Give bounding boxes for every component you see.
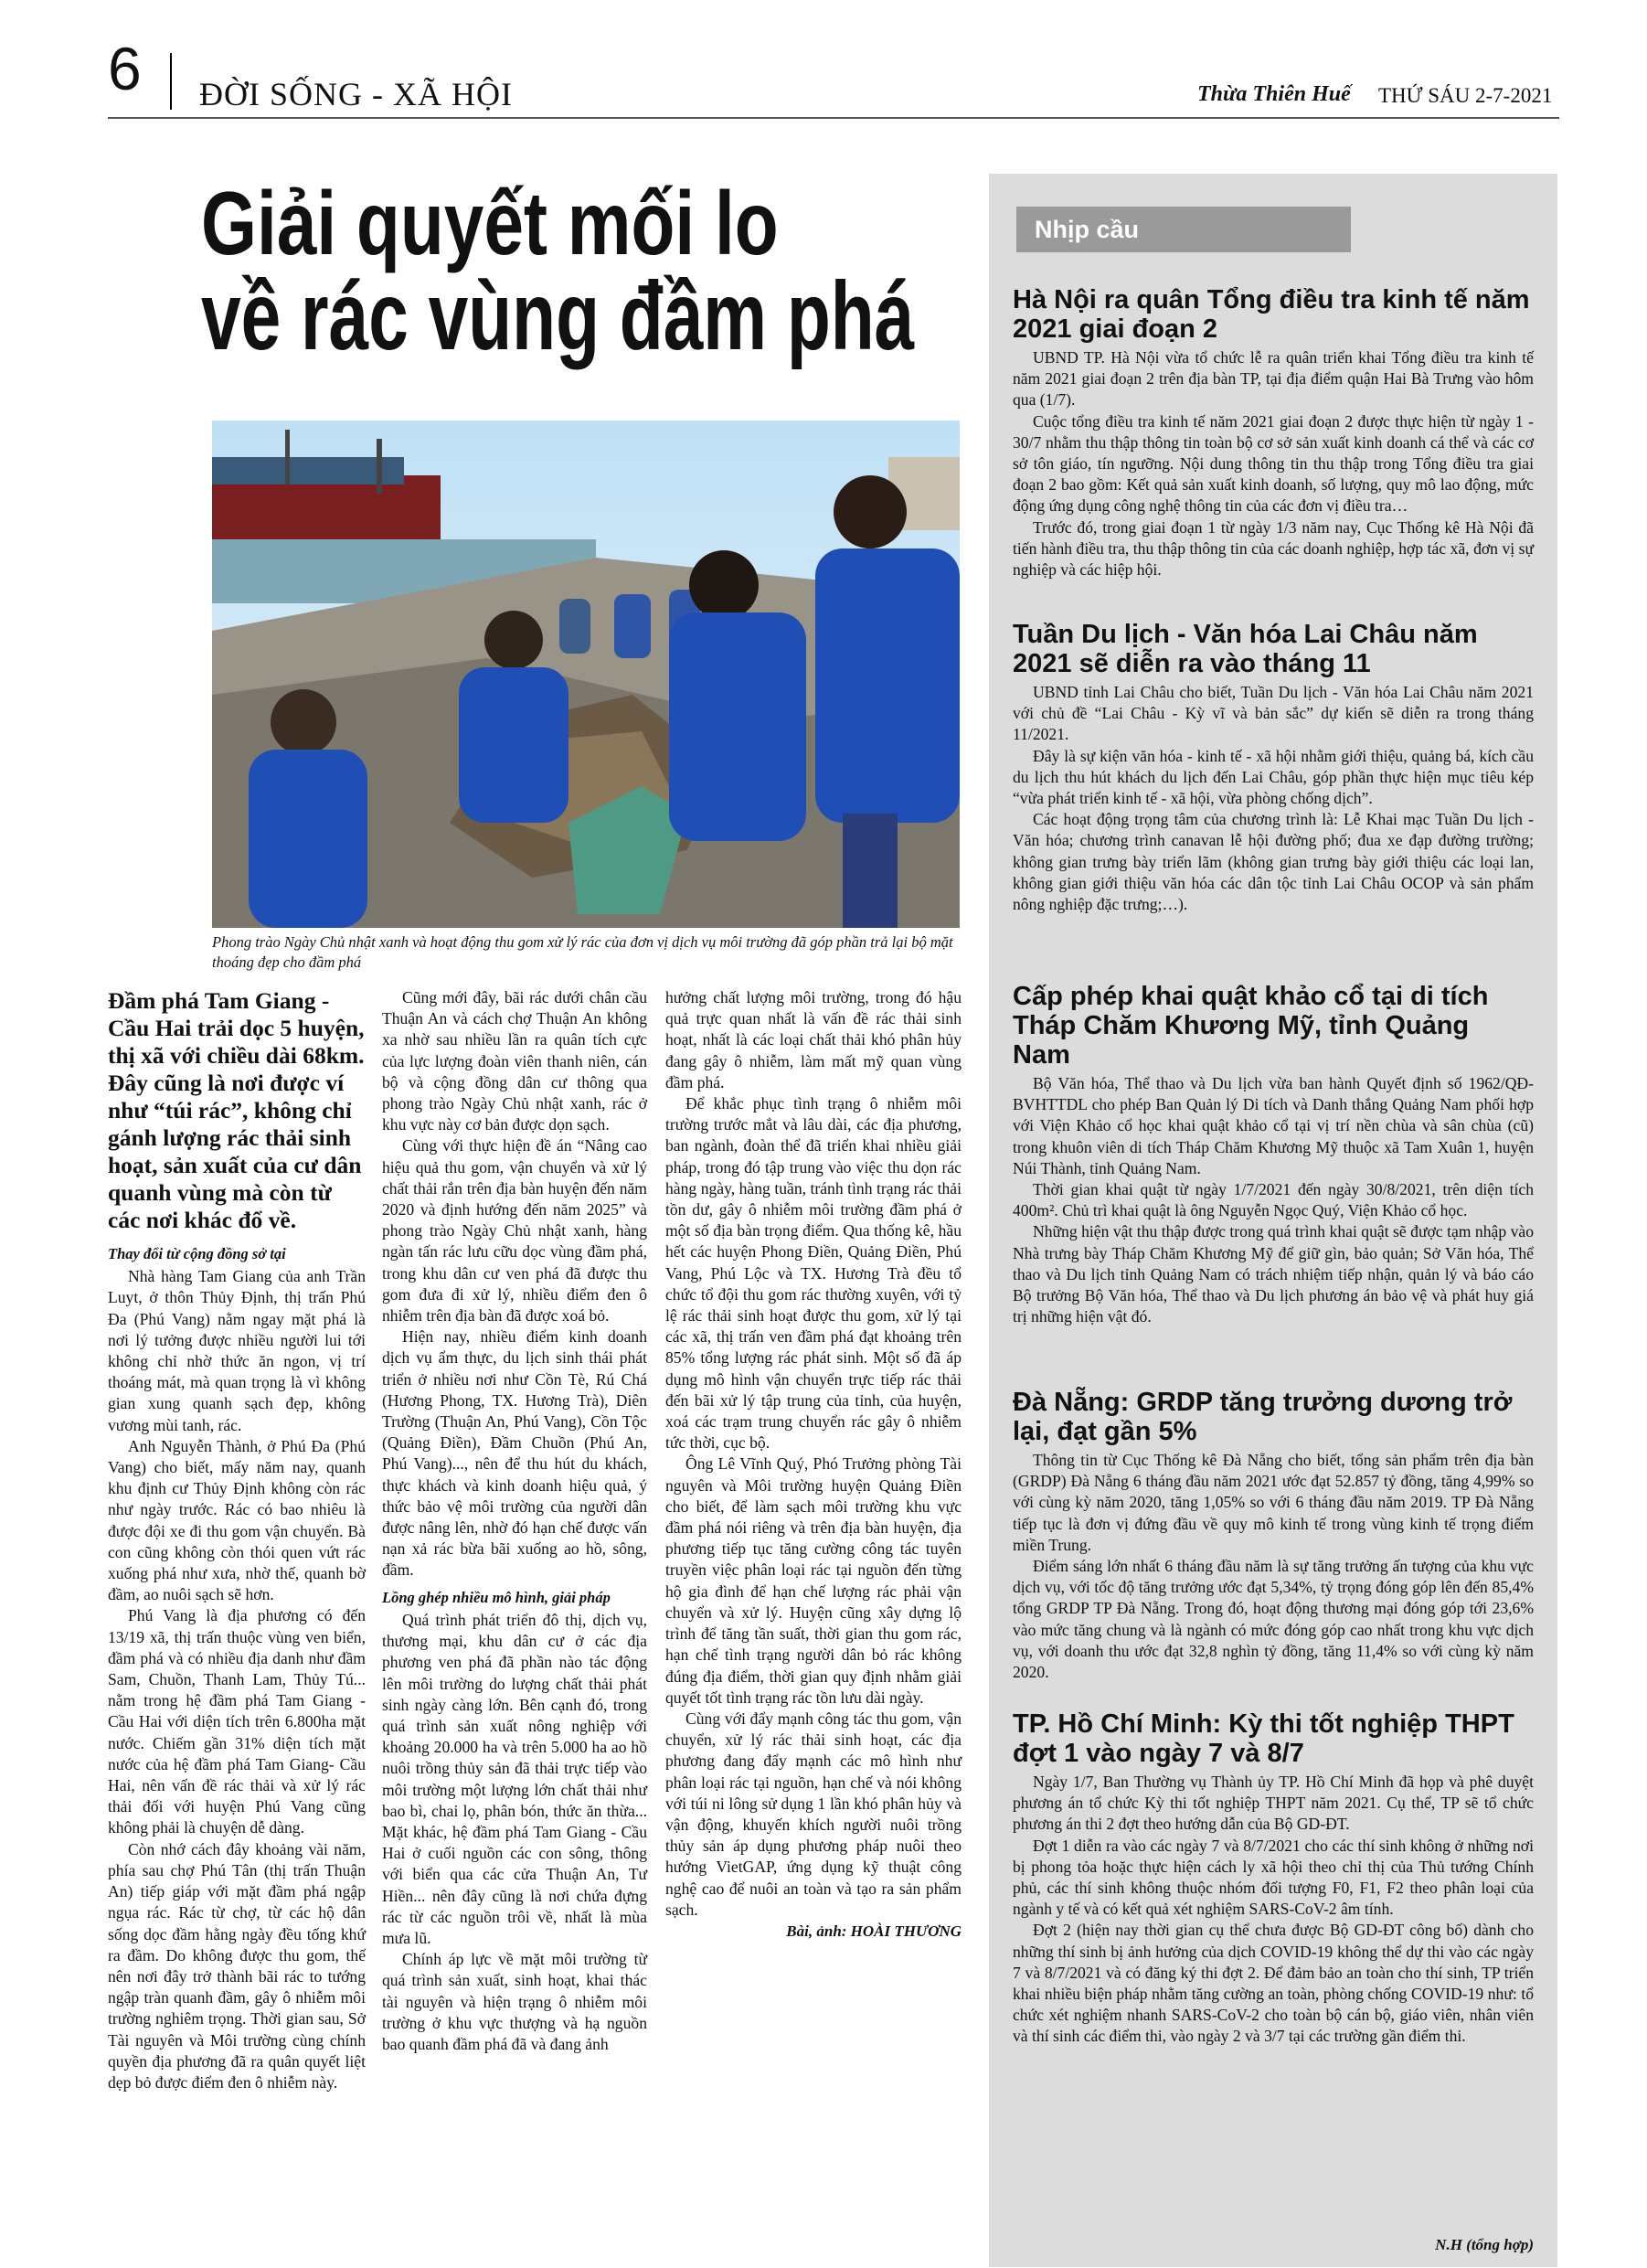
- article-column-2: [382, 987, 647, 2055]
- paragraph: Đợt 1 diễn ra vào các ngày 7 và 8/7/2021 cho các thí sinh không ở những nơi bị phong tỏa hoặc thực hiện cách ly xã hội theo chỉ thị của Thủ tướng Chính phủ, các thí sinh không thuộc nhóm đối tượng F0, F1, F2 theo phân loại của ngành y tế và có kết quả xét nghiệm SARS-CoV-2 âm tính.: [1013, 1836, 1534, 1919]
- news-item-title: Tuần Du lịch - Văn hóa Lai Châu năm 2021 sẽ diễn ra vào tháng 11: [1013, 620, 1478, 678]
- article-lead: Đầm phá Tam Giang - Cầu Hai trải dọc 5 huyện, thị xã với chiều dài 68km. Đây cũng là nơi được ví như “túi rác”, không chỉ gánh lượng rác thải sinh hoạt, sản xuất của cư dân quanh vùng mà còn từ các nơi khác đổ về.: [108, 987, 365, 1233]
- news-item: [1013, 1709, 1534, 2048]
- paragraph: Cũng mới đây, bãi rác dưới chân cầu Thuận An và cách chợ Thuận An không xa nhờ sau nhiều lần ra quân tích cực của lực lượng đoàn viên thanh niên, cán bộ và cộng đồng dân cư thông qua phong trào Ngày Chủ nhật xanh, rác ở khu vực này cơ bản được dọn sạch.: [382, 988, 647, 1134]
- paragraph: hưởng chất lượng môi trường, trong đó hậu quả trực quan nhất là vấn đề rác thải sinh hoạt, nhất là các loại chất thải khó phân hủy đang gây ô nhiễm, làm mất mỹ quan vùng đầm phá.: [665, 988, 962, 1091]
- header-divider: [170, 53, 172, 110]
- paragraph: Các hoạt động trọng tâm của chương trình là: Lễ Khai mạc Tuần Du lịch - Văn hóa; chương trình canavan lễ hội đường phố; đua xe đạp đường trường; không gian trưng bày triển lãm (không gian trưng bày giới thiệu các loại lan, không gian giới thiệu văn hóa các dân tộc tỉnh Lai Châu OCOP và sản phẩm nông nghiệp đặc trưng;…).: [1013, 810, 1534, 914]
- paragraph: Quá trình phát triển đô thị, dịch vụ, thương mại, khu dân cư ở các địa phương ven phá đã phần nào tác động lên môi trường do lượng chất thải phát sinh ngày càng lớn. Bên cạnh đó, trong quá trình sản xuất nông nghiệp với khoảng 20.000 ha và trên 5.000 ha ao hồ nuôi trồng thủy sản đã thải trực tiếp vào môi trường một lượng lớn chất thải như bao bì, chai lọ, phân bón, thức ăn thừa... Mặt khác, hệ đầm phá Tam Giang - Cầu Hai ở cuối nguồn các con sông, thông với biển qua các cửa Thuận An, Tư Hiền... nên đây cũng là nơi chứa đựng rác từ các nguồn trôi về, nhất là mùa mưa lũ.: [382, 1610, 647, 1947]
- subhead-1: Thay đổi từ cộng đồng sở tại: [108, 1245, 286, 1262]
- byline: Bài, ảnh: HOÀI THƯƠNG: [786, 1922, 962, 1940]
- paragraph: Bộ Văn hóa, Thể thao và Du lịch vừa ban hành Quyết định số 1962/QĐ-BVHTTDL cho phép Ban Quản lý Di tích và Danh thắng Quảng Nam phối hợp với Viện Khảo cổ học khai quật khảo cổ tại vị trí nền chùa và sân chùa (cũ) trong khuôn viên di tích Tháp Chăm Khương Mỹ thuộc xã Tam Xuân 1, huyện Núi Thành, tỉnh Quảng Nam.: [1013, 1074, 1534, 1177]
- article-photo: [212, 421, 960, 928]
- photo-caption: Phong trào Ngày Chủ nhật xanh và hoạt động thu gom xử lý rác của đơn vị dịch vụ môi trường đã góp phần trả lại bộ mặt thoáng đẹp cho đầm phá: [212, 933, 953, 971]
- paragraph: Điểm sáng lớn nhất 6 tháng đầu năm là sự tăng trưởng ấn tượng của khu vực dịch vụ, với tốc độ tăng trưởng ước đạt 5,34%, tỷ trọng đóng góp lên đến 85,4% tổng GRDP TP Đà Nẵng. Trong đó, hoạt động thương mại đóng góp tới 23,6% vào mức tăng chung và là ngành có mức đóng góp cao nhất trong khu vực dịch vụ, với doanh thu ước đạt 32,8 nghìn tỷ đồng, tăng 11,4% so với cùng kỳ năm 2020.: [1013, 1557, 1534, 1682]
- header-rule: [108, 117, 1559, 119]
- paragraph: Cùng với thực hiện đề án “Nâng cao hiệu quả thu gom, vận chuyển và xử lý chất thải rắn trên địa bàn huyện đến năm 2020 và định hướng đến năm 2025” và phong trào Ngày Chủ nhật xanh, hàng ngàn tấn rác lưu cữu dọc vùng đầm phá, trong khu dân cư ven phá đã được thu gom đưa đi xử lý, nhiều điểm đen ô nhiễm trên địa bàn đã được xoá bỏ.: [382, 1136, 647, 1326]
- paragraph: Còn nhớ cách đây khoảng vài năm, phía sau chợ Phú Tân (thị trấn Thuận An) tiếp giáp với mặt đầm phá ngập ngụa rác. Rác từ chợ, từ các hộ dân sống dọc đầm hằng ngày đều tống khứ ra đầm. Do không được thu gom, thế nên nơi đây trở thành bãi rác to tướng ngập tràn quanh đầm, gây ô nhiễm môi trường nghiêm trọng. Thời gian sau, Sở Tài nguyên và Môi trường cùng chính quyền địa phương đã ra quân quyết liệt dẹp bỏ được điểm đen ô nhiễm này.: [108, 1839, 366, 2092]
- news-item-title: TP. Hồ Chí Minh: Kỳ thi tốt nghiệp THPT đợt 1 vào ngày 7 và 8/7: [1013, 1709, 1514, 1768]
- paragraph: Phú Vang là địa phương có đến 13/19 xã, thị trấn thuộc vùng ven biển, đầm phá và có nhiều địa danh như đầm Sam, Chuồn, Thanh Lam, Thủy Tú... nằm trong hệ đầm phá Tam Giang - Cầu Hai với diện tích trên 6.800ha mặt nước. Chiếm gần 31% diện tích mặt nước của hệ đầm phá Tam Giang- Cầu Hai, nên vấn đề rác thải và xử lý rác thải đối với huyện Phú Vang cũng không phải là chuyện dễ dàng.: [108, 1606, 366, 1837]
- section-name: ĐỜI SỐNG - XÃ HỘI: [199, 76, 513, 112]
- news-item-title: Hà Nội ra quân Tổng điều tra kinh tế năm 2021 giai đoạn 2: [1013, 285, 1530, 344]
- headline-line-2: về rác vùng đầm phá: [201, 262, 915, 370]
- sidebar-tag: Nhịp cầu: [1016, 207, 1351, 252]
- sidebar-signature: N.H (tổng hợp): [1435, 2236, 1534, 2253]
- article-column-3: [665, 987, 962, 1942]
- paragraph: Cùng với đẩy mạnh công tác thu gom, vận chuyển, xử lý rác thải sinh hoạt, các địa phương đang đẩy mạnh các mô hình như phân loại rác tại nguồn, hạn chế và nói không với túi ni lông sử dụng 1 lần khó phân hủy và vận động, khuyến khích người nuôi trồng thủy sản áp dụng phương pháp nuôi theo hướng VietGAP, ứng dụng kỹ thuật công nghệ cao để nuôi an toàn và tạo ra sản phẩm sạch.: [665, 1709, 962, 1919]
- paragraph: Ông Lê Vĩnh Quý, Phó Trưởng phòng Tài nguyên và Môi trường huyện Quảng Điền cho biết, để làm sạch môi trường khu vực đầm phá nói riêng và trên địa bàn huyện, địa phương tiếp tục tăng cường công tác tuyên truyền việc phân loại rác tại nguồn đến từng hộ gia đình để hạn chế lượng rác phải vận chuyển và xử lý. Huyện cũng xây dựng lộ trình để tăng tần suất, thời gian thu gom rác, hạn chế tình trạng người dân bỏ rác không đúng địa điểm, thời gian quy định nhằm giải quyết tốt tình trạng rác tồn lưu dài ngày.: [665, 1454, 962, 1707]
- paragraph: Ngày 1/7, Ban Thường vụ Thành ủy TP. Hồ Chí Minh đã họp và phê duyệt phương án tổ chức Kỳ thi tốt nghiệp THPT năm 2021. Cụ thể, TP sẽ tổ chức phương án thi 2 đợt theo hướng dẫn của Bộ GD-ĐT.: [1013, 1773, 1534, 1834]
- paragraph: Chính áp lực về mặt môi trường từ quá trình sản xuất, sinh hoạt, khai thác tài nguyên và hiện trạng ô nhiễm môi trường ở khu vực thượng và hạ nguồn bao quanh đầm phá đã và đang ảnh: [382, 1950, 647, 2053]
- page-number: 6: [108, 35, 142, 102]
- paragraph: Anh Nguyễn Thành, ở Phú Đa (Phú Vang) cho biết, mấy năm nay, quanh khu định cư Thủy Định không còn rác như ngày trước. Rác có bao nhiêu là được đội xe đi thu gom vận chuyển. Bà con cũng không còn thói quen vứt rác xuống phá như xưa, nhờ thế, quanh bờ đầm, ao nuôi sạch sẽ hơn.: [108, 1436, 366, 1604]
- headline-line-1: Giải quyết mối lo: [201, 173, 779, 273]
- paragraph: Hiện nay, nhiều điểm kinh doanh dịch vụ ẩm thực, du lịch sinh thái phát triển ở nhiều nơi như Cồn Tè, Rú Chá (Hương Phong, TX. Hương Trà), Diên Trường (Thuận An, Phú Vang), Cồn Tộc (Quảng Điền), Đầm Chuồn (Phú An, Phú Vang)..., nên để thu hút du khách, thực khách và kinh doanh hiệu quả, ý thức bảo vệ môi trường của người dân được nâng lên, nhờ đó hạn chế được vấn nạn xả rác bừa bãi xuống ao hồ, sông, đầm.: [382, 1327, 647, 1580]
- news-item-title: Cấp phép khai quật khảo cổ tại di tích Tháp Chăm Khương Mỹ, tỉnh Quảng Nam: [1013, 982, 1489, 1070]
- paragraph: UBND tỉnh Lai Châu cho biết, Tuần Du lịch - Văn hóa Lai Châu năm 2021 với chủ đề “Lai Châu - Kỳ vĩ và bản sắc” dự kiến sẽ diễn ra trong tháng 11/2021.: [1013, 683, 1534, 744]
- news-item: [1013, 1388, 1534, 1683]
- paragraph: Trước đó, trong giai đoạn 1 từ ngày 1/3 năm nay, Cục Thống kê Hà Nội đã tiến hành điều tra, thu thập thông tin của các doanh nghiệp, hợp tác xã, đơn vị sự nghiệp và các hiệp hội.: [1013, 517, 1534, 580]
- paragraph: Đợt 2 (hiện nay thời gian cụ thể chưa được Bộ GD-ĐT công bố) dành cho những thí sinh bị ảnh hưởng của dịch COVID-19 không thể dự thi vào các ngày 7 và 8/7/2021 và có đăng ký thi đợt 2. Để đảm bảo an toàn cho thí sinh, TP triển khai nhiều biện pháp nhằm tăng cường an toàn, phòng chống COVID-19 như: tổ chức xét nghiệm nhanh SARS-CoV-2 cho toàn bộ cán bộ, giáo viên, nhân viên và thí sinh các điểm thi, vào ngày 2 và 3/7 tại các trường gần điểm thi.: [1013, 1921, 1534, 2046]
- news-item-title: Đà Nẵng: GRDP tăng trưởng dương trở lại, đạt gần 5%: [1013, 1388, 1513, 1446]
- news-item: [1013, 620, 1534, 915]
- paragraph: Cuộc tổng điều tra kinh tế năm 2021 giai đoạn 2 được thực hiện từ ngày 1 - 30/7 nhằm thu thập thông tin toàn bộ cơ sở sản xuất kinh doanh cá thể và các cơ sở tôn giáo, tín ngưỡng. Nội dung thông tin thu thập trong Tổng điều tra giai đoạn 2 bao gồm: Kết quả sản xuất kinh doanh, số lượng, quy mô lao động, mức động ứng dụng công nghệ thông tin của các đơn vị điều tra…: [1013, 411, 1534, 516]
- article-column-1: [108, 987, 366, 2093]
- news-item: [1013, 285, 1534, 580]
- issue-date: THỨ SÁU 2-7-2021: [1378, 84, 1553, 107]
- subhead-2: Lồng ghép nhiều mô hình, giải pháp: [382, 1588, 611, 1606]
- news-item: [1013, 982, 1534, 1327]
- paragraph: Để khắc phục tình trạng ô nhiễm môi trường trước mắt và lâu dài, các địa phương, ban ngành, đoàn thể đã triển khai nhiều giải pháp, trong đó tập trung vào việc thu dọn rác hàng ngày, hàng tuần, tránh tình trạng rác thải tồn dư, gây ô nhiễm môi trường đầm phá ở một số địa bàn trọng điểm. Qua thống kê, hầu hết các huyện Phong Điền, Quảng Điền, Phú Vang, Phú Lộc và TX. Hương Trà đều tổ chức tổ đội thu gom rác thường xuyên, với tỷ lệ rác thải sinh hoạt được thu gom, xử lý tại các xã, thị trấn ven đầm phá đạt khoảng trên 85% tổng lượng rác phát sinh. Một số đã áp dụng mô hình vận chuyển trực tiếp rác thải đến bãi xử lý tập trung của tỉnh, của huyện, xoá các trạm trung chuyển rác gây ô nhiễm tức thời, cục bộ.: [665, 1094, 962, 1453]
- paragraph: Nhà hàng Tam Giang của anh Trần Luyt, ở thôn Thủy Định, thị trấn Phú Đa (Phú Vang) nằm ngay mặt phá là nơi lý tưởng được nhiều người lui tới không chỉ nhờ thức ăn ngon, vị trí thoáng mát, mà quan trọng là vì không gian xung quanh sạch đẹp, không vương mùi tanh, rác.: [108, 1267, 366, 1434]
- paragraph: UBND TP. Hà Nội vừa tổ chức lễ ra quân triển khai Tổng điều tra kinh tế năm 2021 giai đoạn 2 trên địa bàn TP, tại địa điểm quận Hai Bà Trưng vào hôm qua (1/7).: [1013, 348, 1534, 410]
- paragraph: Thời gian khai quật từ ngày 1/7/2021 đến ngày 30/8/2021, trên diện tích 400m². Chủ trì khai quật là ông Nguyễn Ngọc Quý, Viện Khảo cổ học.: [1013, 1180, 1534, 1220]
- paragraph: Thông tin từ Cục Thống kê Đà Nẵng cho biết, tổng sản phẩm trên địa bàn (GRDP) Đà Nẵng 6 tháng đầu năm 2021 ước đạt 52.857 tỷ đồng, tăng 4,99% so với cùng kỳ năm 2020, tăng 1,05% so với 6 tháng đầu năm 2019. TP Đà Nẵng tiếp tục là đơn vị đứng đầu về quy mô kinh tế trong vùng kinh tế trọng điểm miền Trung.: [1013, 1451, 1534, 1554]
- paragraph: Những hiện vật thu thập được trong quá trình khai quật sẽ được tạm nhập vào Nhà trưng bày Tháp Chăm Khương Mỹ để giữ gìn, bảo quản; Sở Văn hóa, Thể thao và Du lịch tỉnh Quảng Nam có trách nhiệm tiếp nhận, quản lý và báo cáo Bộ trưởng Bộ Văn hóa, Thể thao và Du lịch phương án bảo vệ và phát huy giá trị những hiện vật đó.: [1013, 1222, 1534, 1326]
- paragraph: Đây là sự kiện văn hóa - kinh tế - xã hội nhằm giới thiệu, quảng bá, kích cầu du lịch thu hút khách du lịch đến Lai Châu, góp phần thực hiện mục tiêu kép “vừa phát triển kinh tế - xã hội, vừa phòng chống dịch”.: [1013, 746, 1534, 808]
- newspaper-name: Thừa Thiên Huế: [1197, 82, 1351, 106]
